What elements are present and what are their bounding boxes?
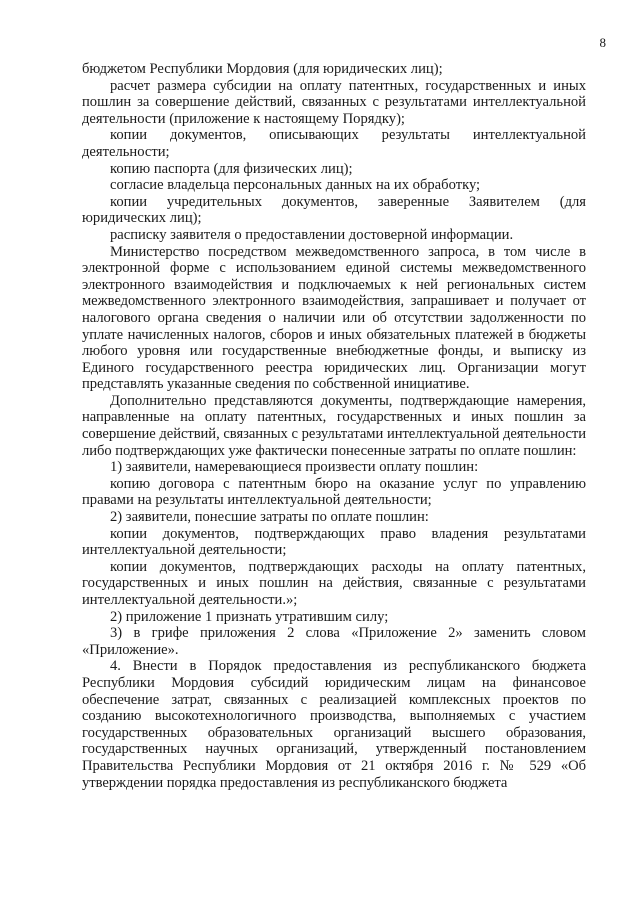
paragraph: копии учредительных документов, заверенные Заявителем (для юридических лиц); bbox=[82, 193, 586, 227]
paragraph: Министерство посредством межведомственного запроса, в том числе в электронной форме с использованием единой системы межведомственного электронного взаимодействия и подключаемых к ней региональных систем межведомственного электронного взаимодействия, запрашивает и получает от налогового органа сведения о наличии или об отсутствии задолженности по уплате начисленных налогов, сборов и иных обязательных платежей в бюджеты любого уровня или государственные внебюджетные фонды, и выписку из Единого государственного реестра юридических лиц. Организации могут представлять указанные сведения по собственной инициативе. bbox=[82, 243, 586, 393]
paragraph: бюджетом Республики Мордовия (для юридических лиц); bbox=[82, 61, 443, 77]
paragraph: согласие владельца персональных данных на их обработку; bbox=[110, 177, 481, 194]
page-number: 8 bbox=[599, 35, 606, 50]
paragraph: Дополнительно представляются документы, подтверждающие намерения, направленные на оплату патентных, государственных и иных пошлин за совершение действий, связанных с результатами интеллектуальной деятельности либо подтверждающих уже фактически понесенные затраты по оплате пошлин: bbox=[82, 392, 586, 459]
paragraph: 2) приложение 1 признать утратившим силу; bbox=[110, 608, 389, 625]
paragraph: 2) заявители, понесшие затраты по оплате пошлин: bbox=[110, 509, 429, 526]
paragraph: копии документов, подтверждающих расходы на оплату патентных, государственных и иных пошлин на действия, связанные с результатами интеллектуальной деятельности.»; bbox=[82, 558, 586, 608]
paragraph: расписку заявителя о предоставлении достоверной информации. bbox=[110, 226, 514, 243]
paragraph: копии документов, подтверждающих право владения результатами интеллектуальной деятельности; bbox=[82, 525, 586, 559]
paragraph: копию паспорта (для физических лиц); bbox=[110, 160, 353, 177]
paragraph: расчет размера субсидии на оплату патентных, государственных и иных пошлин за совершение действий, связанных с результатами интеллектуальной деятельности (приложение к настоящему Порядку); bbox=[82, 77, 586, 127]
document-body bbox=[82, 61, 586, 791]
paragraph: копию договора с патентным бюро на оказание услуг по управлению правами на результаты интеллектуальной деятельности; bbox=[82, 475, 586, 509]
paragraph: копии документов, описывающих результаты интеллектуальной деятельности; bbox=[82, 127, 586, 160]
paragraph: 4. Внести в Порядок предоставления из республиканского бюджета Республики Мордовия субсидий юридическим лицам на финансовое обеспечение затрат, связанных с реализацией комплексных проектов по созданию высокотехнологичного производства, выполняемых с участием государственных образовательных организаций высшего образования, государственных научных организаций, утвержденный постановлением Правительства Республики Мордовия от 21 октября 2016 г. № 529 «Об утверждении порядка предоставления из республиканского бюджета bbox=[82, 658, 586, 791]
paragraph: 1) заявители, намеревающиеся произвести оплату пошлин: bbox=[110, 459, 479, 476]
paragraph: 3) в грифе приложения 2 слова «Приложение 2» заменить словом «Приложение». bbox=[82, 625, 586, 658]
